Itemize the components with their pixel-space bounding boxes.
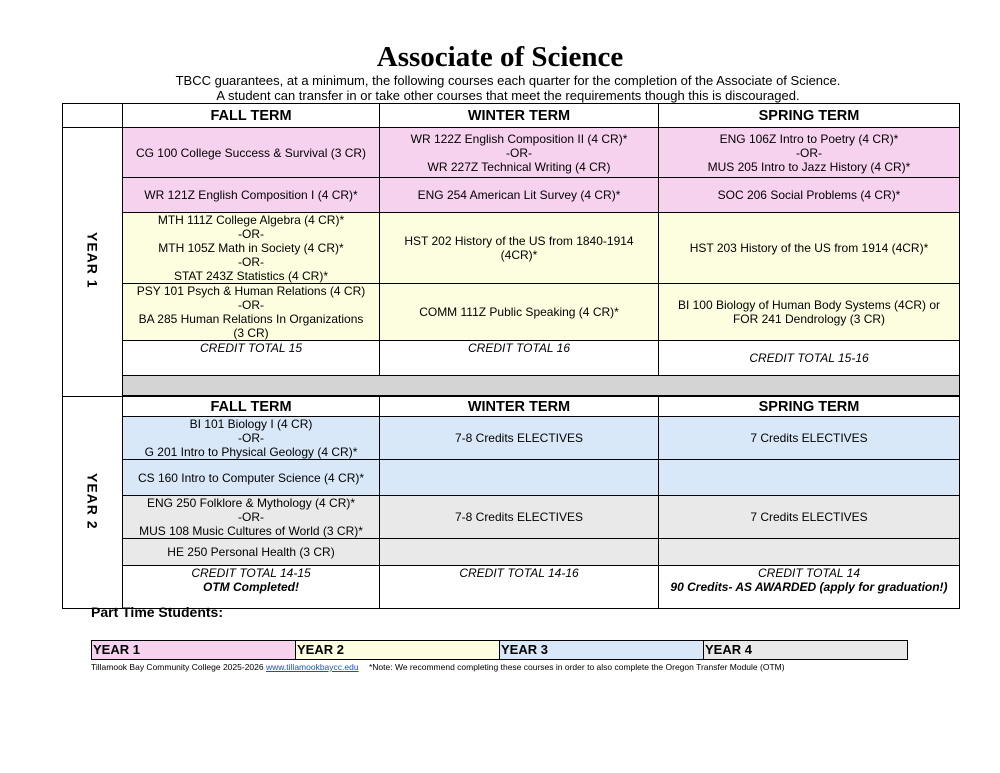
course-line: CS 160 Intro to Computer Science (4 CR)*: [137, 470, 365, 485]
or-separator: -OR-: [506, 145, 532, 160]
year1-row-2: [63, 178, 960, 213]
course-cell: [659, 213, 960, 284]
year1-fall-total: CREDIT TOTAL 15: [123, 341, 380, 376]
year2-winter-total: CREDIT TOTAL 14-16: [380, 566, 659, 609]
legend-year-1: YEAR 1: [92, 641, 296, 660]
footer: [91, 662, 785, 672]
course-line: (3 CR): [233, 326, 269, 340]
year1-row-1: [63, 128, 960, 178]
graduation-note: 90 Credits- AS AWARDED (apply for graduation!): [670, 580, 948, 594]
course-cell: [123, 178, 380, 213]
year1-header-row: [63, 104, 960, 128]
year2-fall-header: FALL TERM: [123, 397, 380, 417]
legend-year-2: YEAR 2: [296, 641, 500, 660]
course-line: HE 250 Personal Health (3 CR): [167, 545, 335, 559]
or-separator: -OR-: [238, 298, 264, 312]
year1-label-cell: [63, 128, 123, 397]
course-line: FOR 241 Dendrology (3 CR): [732, 312, 886, 326]
year2-row-1: [63, 417, 960, 460]
year1-row-4: [63, 284, 960, 341]
year2-row-4: [63, 539, 960, 566]
course-cell: [123, 496, 380, 539]
year2-row-3: [63, 496, 960, 539]
year2-header-row: [63, 397, 960, 417]
course-cell: [380, 128, 659, 178]
year2-winter-header: WINTER TERM: [380, 397, 659, 417]
course-line: 7 Credits ELECTIVES: [750, 431, 868, 445]
course-line: ENG 254 American Lit Survey (4 CR)*: [417, 188, 621, 202]
year2-total-row: [63, 566, 960, 609]
course-schedule-table: [62, 103, 960, 609]
legend-year-4: YEAR 4: [704, 641, 908, 660]
course-cell: [380, 213, 659, 284]
course-cell: [380, 284, 659, 341]
course-cell: [123, 213, 380, 284]
year2-label-cell: [63, 397, 123, 609]
year2-spring-total: CREDIT TOTAL 14 90 Credits- AS AWARDED (apply for graduation!): [659, 566, 960, 609]
year1-fall-header: FALL TERM: [123, 104, 380, 128]
course-cell: [659, 539, 960, 566]
part-time-label: Part Time Students:: [91, 604, 223, 620]
college-website-link[interactable]: www.tillamookbaycc.edu: [265, 662, 359, 672]
otm-footnote: *Note: We recommend completing these courses in order to also complete the Oregon Transfer Module (OTM): [368, 662, 785, 672]
footer-college: Tillamook Bay Community College 2025-2026: [91, 662, 264, 672]
course-line: (4CR)*: [500, 248, 538, 262]
course-line: COMM 111Z Public Speaking (4 CR)*: [419, 305, 619, 319]
course-cell: [123, 539, 380, 566]
year-separator: [123, 376, 960, 396]
course-cell: [380, 496, 659, 539]
course-line: BA 285 Human Relations In Organizations: [138, 312, 364, 326]
course-cell: [123, 460, 380, 496]
course-line: HST 203 History of the US from 1914 (4CR)*: [689, 241, 929, 255]
or-separator: -OR-: [796, 145, 822, 160]
course-line: MUS 205 Intro to Jazz History (4 CR)*: [707, 159, 911, 174]
course-cell: [123, 284, 380, 341]
year2-label: YEAR 2: [84, 472, 101, 530]
course-cell: [123, 417, 380, 460]
or-separator: -OR-: [238, 510, 264, 524]
course-cell: [659, 284, 960, 341]
course-line: MUS 108 Music Cultures of World (3 CR)*: [139, 524, 363, 538]
course-line: HST 202 History of the US from 1840-1914: [404, 234, 634, 248]
or-separator: -OR-: [238, 227, 264, 241]
page-title: Associate of Science: [376, 41, 624, 73]
course-cell: [380, 417, 659, 460]
course-line: WR 122Z English Composition II (4 CR)*: [410, 131, 628, 146]
or-separator: -OR-: [238, 431, 264, 445]
year1-spring-header: SPRING TERM: [659, 104, 960, 128]
year2-spring-header: SPRING TERM: [659, 397, 960, 417]
course-line: CG 100 College Success & Survival (3 CR): [135, 145, 367, 160]
course-line: SOC 206 Social Problems (4 CR)*: [717, 188, 901, 202]
course-line: G 201 Intro to Physical Geology (4 CR)*: [144, 445, 358, 459]
course-cell: [659, 178, 960, 213]
course-line: BI 100 Biology of Human Body Systems (4CR) or: [677, 298, 941, 312]
year1-label: YEAR 1: [84, 232, 101, 289]
course-line: MTH 111Z College Algebra (4 CR)*: [157, 213, 345, 227]
year1-spring-total: CREDIT TOTAL 15-16: [659, 341, 960, 376]
course-line: 7 Credits ELECTIVES: [750, 510, 868, 524]
year2-fall-total: CREDIT TOTAL 14-15 OTM Completed!: [123, 566, 380, 609]
subtitle-line-2: A student can transfer in or take other courses that meet the requirements though this is discouraged.: [216, 88, 800, 103]
course-line: 7-8 Credits ELECTIVES: [454, 510, 584, 524]
or-separator: -OR-: [238, 255, 264, 269]
course-cell: [659, 496, 960, 539]
part-time-legend: [91, 640, 908, 660]
subtitle-line-1: TBCC guarantees, at a minimum, the following courses each quarter for the completion of the Associate of Science.: [175, 73, 841, 88]
year1-winter-header: WINTER TERM: [380, 104, 659, 128]
otm-completed-note: OTM Completed!: [203, 580, 299, 594]
header-blank-cell: [63, 104, 123, 128]
course-line: 7-8 Credits ELECTIVES: [454, 431, 584, 445]
year1-row-3: [63, 213, 960, 284]
course-line: STAT 243Z Statistics (4 CR)*: [173, 269, 329, 283]
course-cell: [123, 128, 380, 178]
course-line: WR 121Z English Composition I (4 CR)*: [144, 188, 358, 202]
course-cell: [659, 417, 960, 460]
course-cell: [380, 539, 659, 566]
course-cell: [659, 128, 960, 178]
course-line: MTH 105Z Math in Society (4 CR)*: [158, 241, 344, 255]
course-line: WR 227Z Technical Writing (4 CR): [427, 159, 611, 174]
year2-row-2: [63, 460, 960, 496]
course-line: BI 101 Biology I (4 CR): [189, 417, 313, 431]
course-cell: [659, 460, 960, 496]
legend-year-3: YEAR 3: [500, 641, 704, 660]
course-line: ENG 106Z Intro to Poetry (4 CR)*: [719, 131, 899, 146]
course-line: PSY 101 Psych & Human Relations (4 CR): [136, 284, 366, 298]
year-separator-row: [63, 376, 960, 396]
course-cell: [380, 460, 659, 496]
course-cell: [380, 178, 659, 213]
course-line: ENG 250 Folklore & Mythology (4 CR)*: [146, 496, 356, 510]
year1-winter-total: CREDIT TOTAL 16: [380, 341, 659, 376]
year1-total-row: [63, 341, 960, 376]
